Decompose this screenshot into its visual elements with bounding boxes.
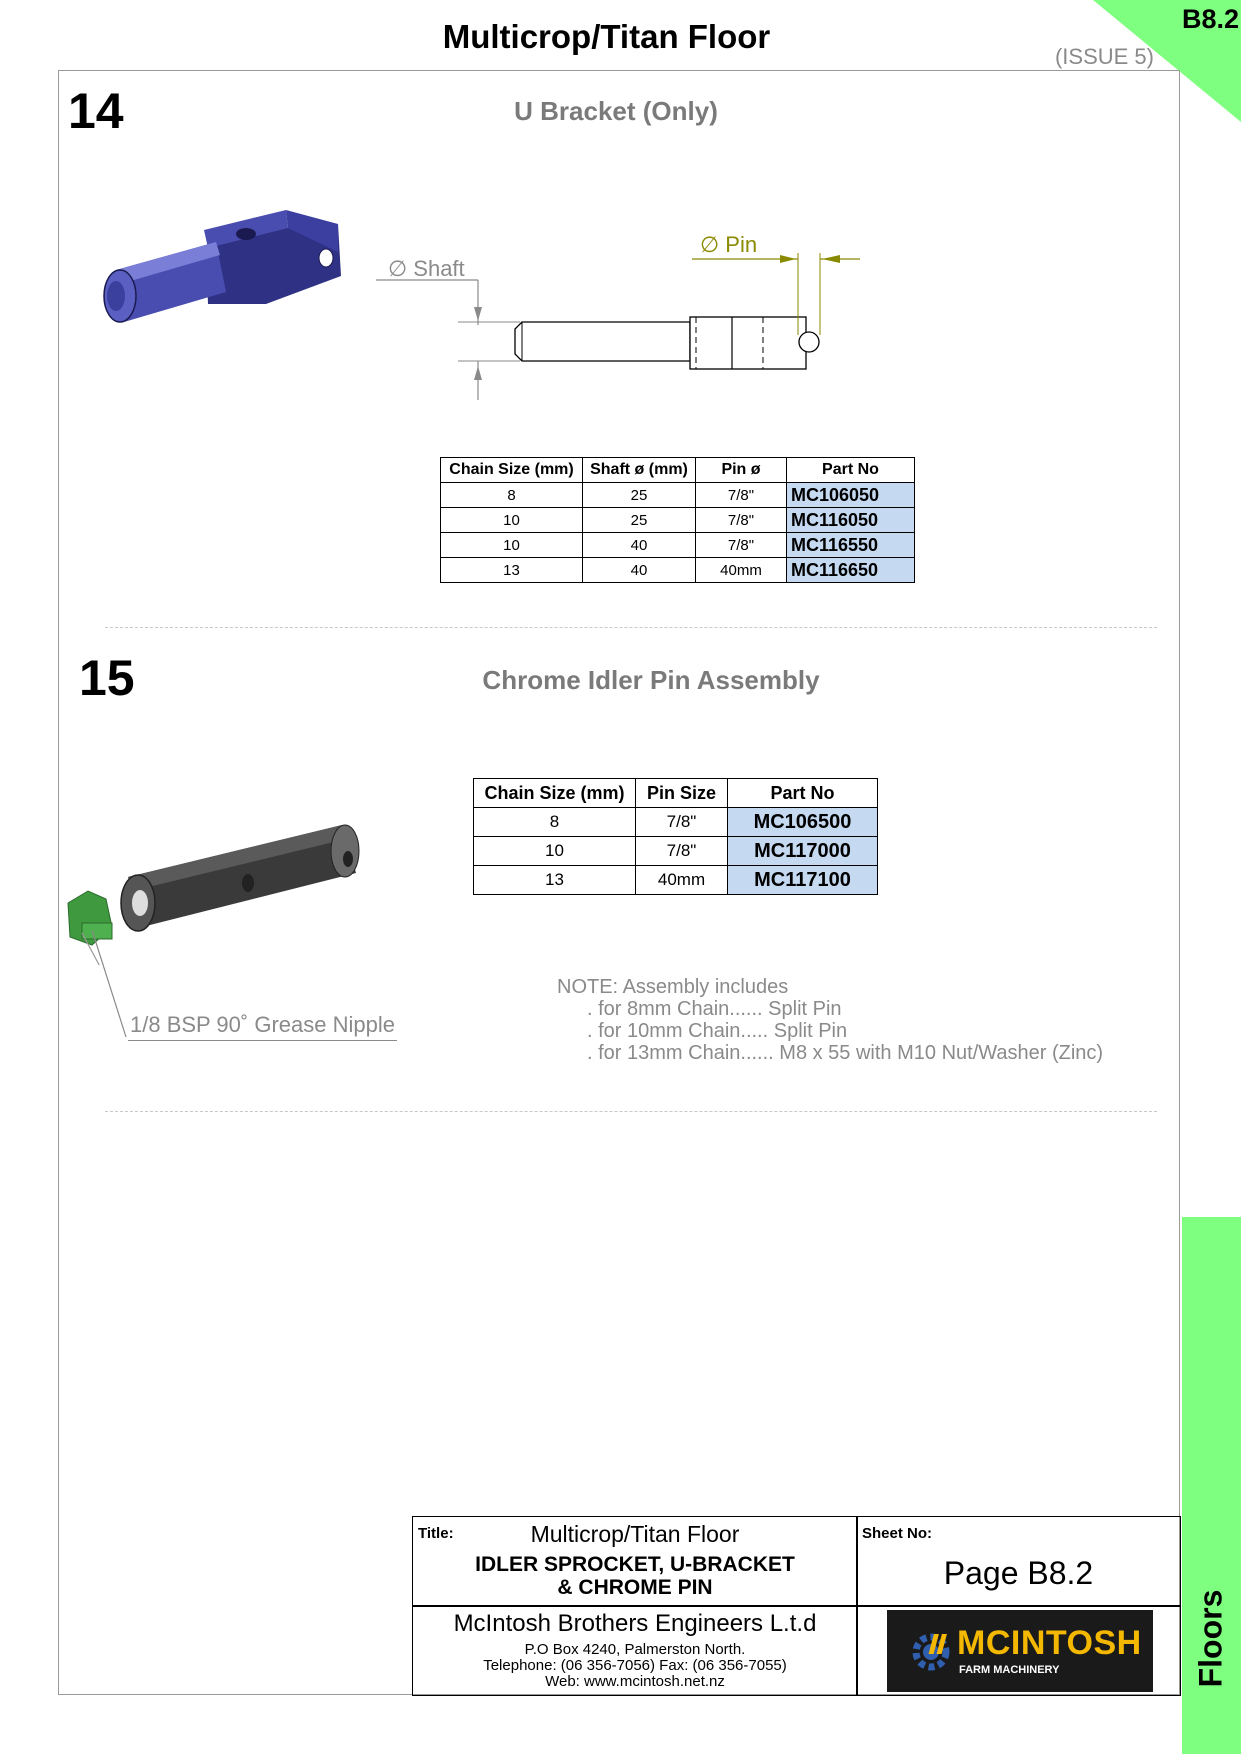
title-line-1: Multicrop/Titan Floor [530, 1521, 740, 1547]
pin-dimension-label: ∅ Pin [700, 232, 758, 257]
mcintosh-logo [887, 1610, 1153, 1692]
logo-text: MCINTOSH [957, 1624, 1142, 1662]
cell-part-no: MC117000 [728, 837, 878, 866]
leader-line [92, 930, 132, 1040]
title-label: Title: [418, 1525, 454, 1542]
company-phone: Telephone: (06 356-7056) Fax: (06 356-7055) [483, 1657, 787, 1674]
table-header-row [474, 779, 878, 808]
header-chain-size: Chain Size (mm) [474, 779, 636, 808]
note-heading: NOTE: Assembly includes [557, 976, 789, 998]
cell-chain-size: 10 [474, 837, 636, 866]
page-title: Multicrop/Titan Floor [442, 18, 771, 55]
cell-part-no: MC106500 [728, 808, 878, 837]
header-part-no: Part No [787, 458, 915, 483]
company-web: Web: www.mcintosh.net.nz [545, 1673, 725, 1690]
cell-shaft-diameter: 25 [583, 483, 696, 508]
title-line-2: IDLER SPROCKET, U-BRACKET [475, 1553, 795, 1576]
cell-pin-size: 7/8" [636, 808, 728, 837]
diameter-icon: ∅ [388, 256, 414, 281]
table-row [441, 483, 915, 508]
cell-part-no: MC117100 [728, 866, 878, 895]
section-14-number: 14 [68, 83, 124, 139]
cell-part-no: MC116050 [787, 508, 915, 533]
cell-pin-size: 40mm [636, 866, 728, 895]
section-divider [105, 627, 1157, 628]
shaft-dimension-label: ∅ Shaft [388, 256, 465, 281]
sheet-cell [856, 1516, 1181, 1607]
cell-shaft-diameter: 40 [583, 558, 696, 583]
cell-part-no: MC116650 [787, 558, 915, 583]
table-row [441, 558, 915, 583]
company-name: McIntosh Brothers Engineers L.t.d [453, 1610, 817, 1637]
table-row [474, 837, 878, 866]
grease-nipple-label: 1/8 BSP 90˚ Grease Nipple [128, 1012, 397, 1041]
header-part-no: Part No [728, 779, 878, 808]
section-15-number: 15 [79, 650, 135, 706]
u-bracket-table [440, 457, 915, 583]
sheet-number: Page B8.2 [943, 1555, 1094, 1591]
table-row [441, 508, 915, 533]
u-bracket-drawing [370, 225, 870, 405]
cell-chain-size: 13 [474, 866, 636, 895]
cell-chain-size: 13 [441, 558, 583, 583]
cell-chain-size: 10 [441, 508, 583, 533]
section-15-title: Chrome Idler Pin Assembly [482, 665, 820, 695]
note-line: . for 10mm Chain..... Split Pin [587, 1020, 848, 1042]
cell-pin-diameter: 7/8" [696, 508, 787, 533]
header-shaft-diameter: Shaft ø (mm) [583, 458, 696, 483]
table-row [474, 866, 878, 895]
sheet-code: B8.2 [1181, 4, 1239, 34]
idler-pin-table [473, 778, 878, 895]
section-14-title: U Bracket (Only) [514, 96, 718, 126]
note-line: . for 13mm Chain...... M8 x 55 with M10 Nut/Washer (Zinc) [587, 1042, 1104, 1064]
logo-subtext: FARM MACHINERY [959, 1664, 1060, 1676]
company-address: P.O Box 4240, Palmerston North. [524, 1641, 746, 1658]
table-header-row [441, 458, 915, 483]
table-row [474, 808, 878, 837]
cell-part-no: MC116550 [787, 533, 915, 558]
cell-shaft-diameter: 25 [583, 508, 696, 533]
title-cell [412, 1516, 858, 1607]
header-chain-size: Chain Size (mm) [441, 458, 583, 483]
title-line-3: & CHROME PIN [557, 1576, 713, 1599]
cell-chain-size: 10 [441, 533, 583, 558]
header-pin-size: Pin Size [636, 779, 728, 808]
cell-shaft-diameter: 40 [583, 533, 696, 558]
sheet-label: Sheet No: [862, 1525, 933, 1542]
diameter-icon: ∅ [700, 232, 726, 257]
u-bracket-image [96, 200, 356, 350]
note-line: . for 8mm Chain...... Split Pin [587, 998, 842, 1020]
cell-chain-size: 8 [474, 808, 636, 837]
table-row [441, 533, 915, 558]
cell-pin-diameter: 7/8" [696, 533, 787, 558]
cell-chain-size: 8 [441, 483, 583, 508]
cell-part-no: MC106050 [787, 483, 915, 508]
company-cell [412, 1605, 858, 1696]
header-pin-diameter: Pin ø [696, 458, 787, 483]
side-tab-label: Floors [1192, 1589, 1229, 1688]
cell-pin-size: 7/8" [636, 837, 728, 866]
cell-pin-diameter: 7/8" [696, 483, 787, 508]
issue-label: (ISSUE 5) [1054, 44, 1154, 69]
section-divider [105, 1111, 1157, 1112]
assembly-note [557, 976, 1103, 1064]
gear-icon [909, 1630, 955, 1674]
cell-pin-diameter: 40mm [696, 558, 787, 583]
